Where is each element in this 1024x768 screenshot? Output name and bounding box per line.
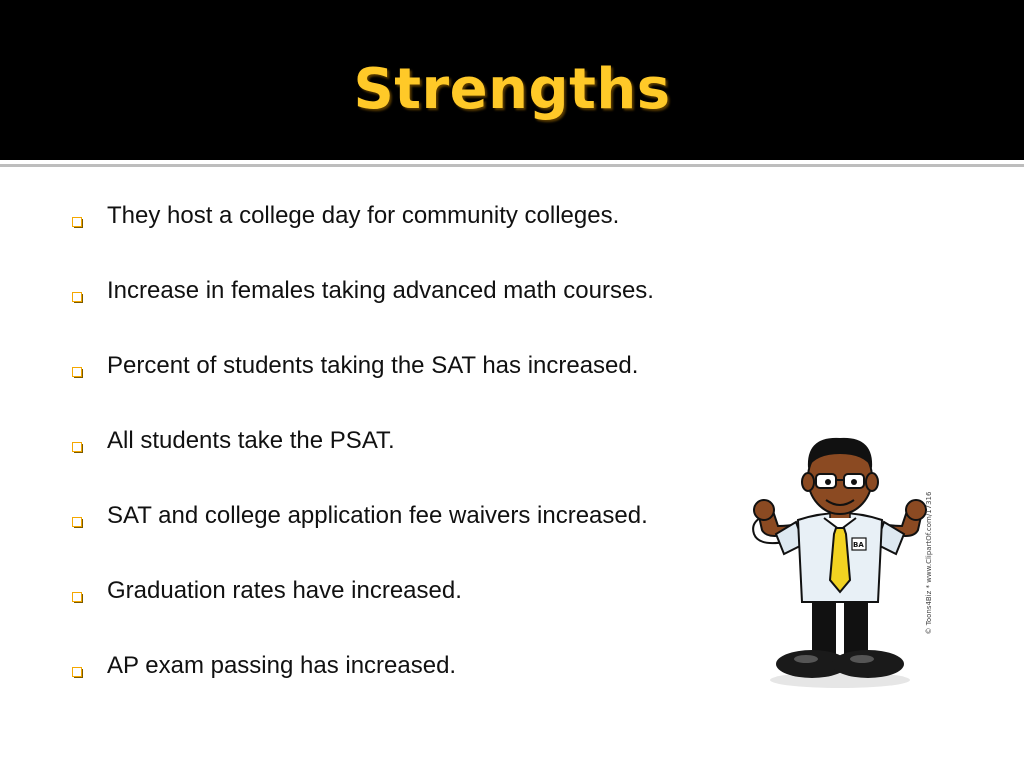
square-bullet-icon [72, 292, 84, 304]
bullet-text: Increase in females taking advanced math courses. [107, 277, 654, 304]
divider-shadow [0, 164, 1024, 167]
square-bullet-icon [72, 217, 84, 229]
watermark-text: © Toons4Biz * www.ClipartOf.com/17316 [925, 491, 933, 635]
square-bullet-icon [72, 592, 84, 604]
bullet-text: Percent of students taking the SAT has increased. [107, 352, 639, 379]
badge-text: BA [853, 541, 864, 549]
square-bullet-icon [72, 667, 84, 679]
square-bullet-icon [72, 442, 84, 454]
slide-title: Strengths [353, 57, 671, 122]
bullet-text: SAT and college application fee waivers increased. [107, 502, 648, 529]
bullet-text: They host a college day for community colleges. [107, 202, 620, 229]
square-bullet-icon [72, 517, 84, 529]
square-bullet-icon [72, 367, 84, 379]
bullet-text: AP exam passing has increased. [107, 652, 457, 679]
strong-student-cartoon-icon [740, 430, 940, 690]
bullet-item [72, 653, 654, 728]
bullet-list [72, 203, 654, 728]
clipart-watermark [922, 488, 936, 638]
bullet-text: Graduation rates have increased. [107, 577, 462, 604]
bullet-text: All students take the PSAT. [107, 427, 395, 454]
